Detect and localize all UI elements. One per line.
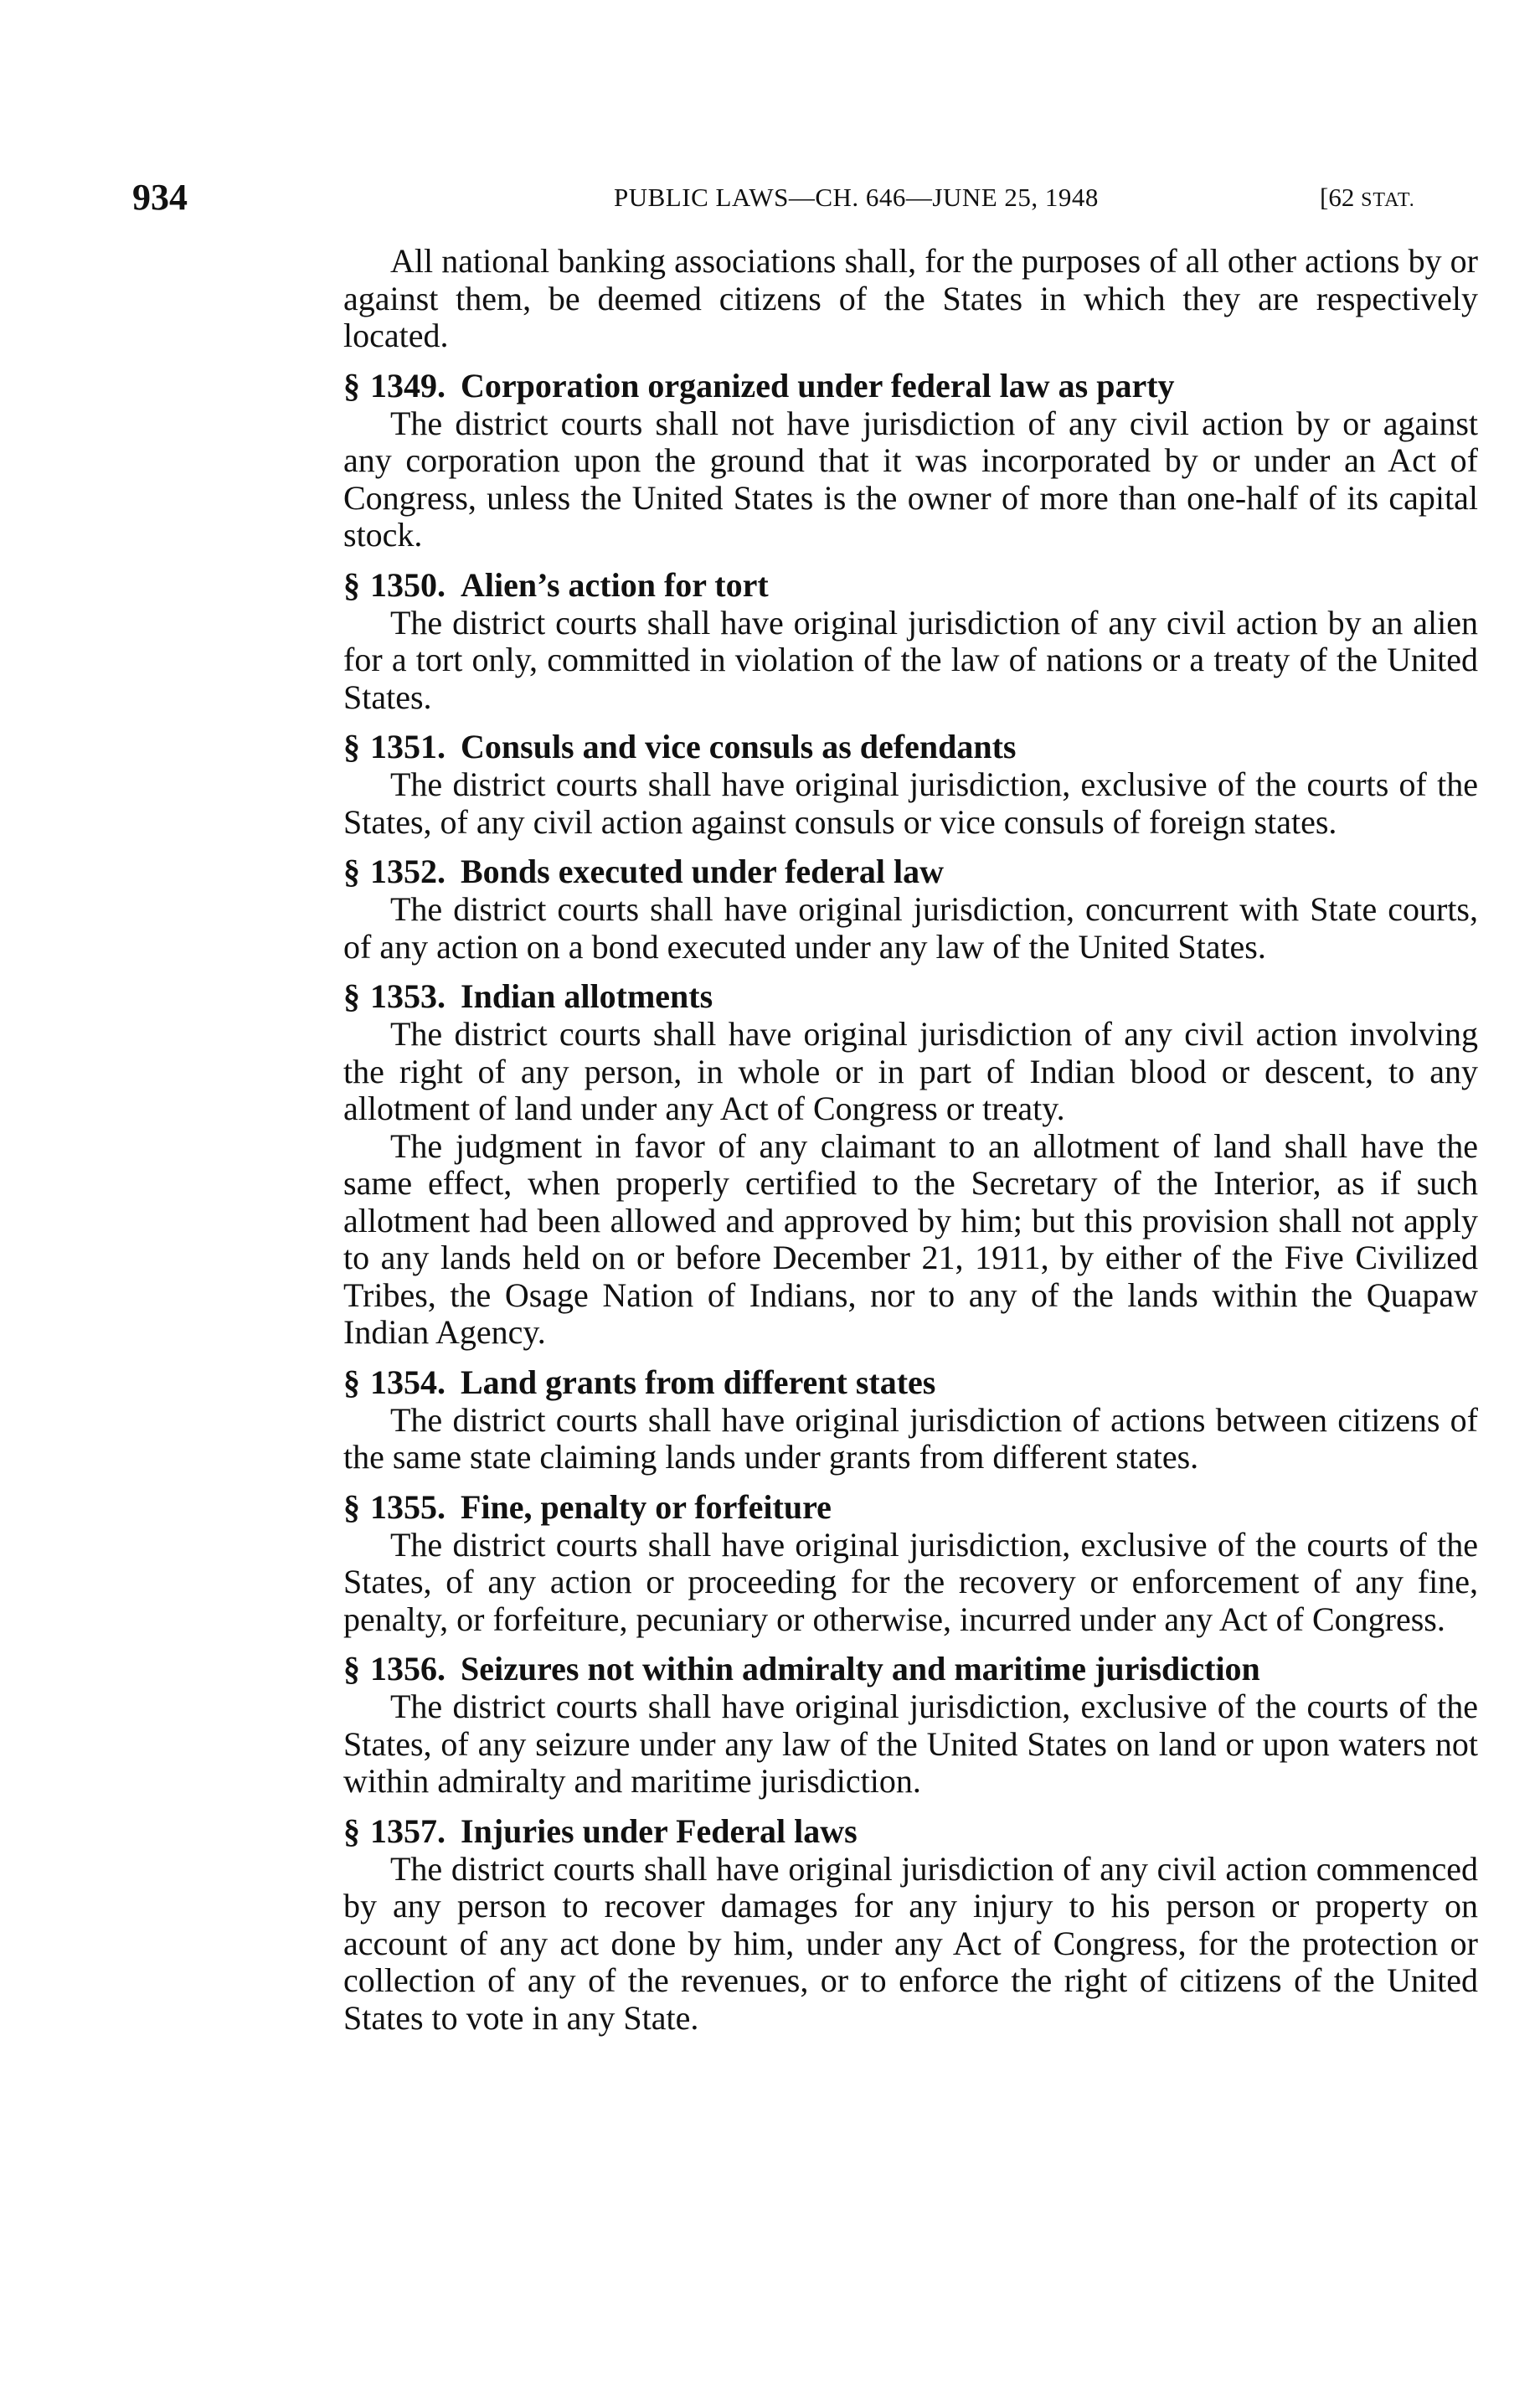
section-paragraph: The district courts shall have original jurisdiction of any civil action commenced by any person to recover damages for any injury to his person or property on account of any act done by him, under any Act of Congress, for the protection or collection of any of the revenues, or to enforce the right of citizens of the United States to vote in any State.	[343, 1849, 1478, 2037]
section-symbol: §	[343, 565, 360, 604]
section-paragraph: The district courts shall have original jurisdiction, concurrent with State courts, of any action on a bond executed under any law of the United States.	[343, 890, 1478, 966]
statute-reference	[1320, 183, 1415, 213]
section-heading	[343, 367, 1478, 405]
section-number: 1353.	[370, 977, 446, 1015]
section-1351	[343, 728, 1478, 841]
section-1357	[343, 1812, 1478, 2038]
section-paragraph: The district courts shall have original jurisdiction, exclusive of the courts of the States, of any action or proceeding for the recovery or enforcement of any fine, penalty, or forfeiture, pecuniary or otherwise, incurred under any Act of Congress.	[343, 1525, 1478, 1638]
section-heading	[343, 853, 1478, 891]
section-number: 1355.	[370, 1487, 446, 1526]
section-title: Alien’s action for tort	[461, 565, 769, 604]
section-paragraph: The district courts shall have original jurisdiction of any civil action involving the right of any person, in whole or in part of Indian blood or descent, to any allotment of land under any Act of Congress or treaty.	[343, 1015, 1478, 1127]
section-title: Corporation organized under federal law as party	[461, 366, 1175, 404]
section-title: Injuries under Federal laws	[461, 1811, 858, 1850]
section-paragraph: The district courts shall have original jurisdiction, exclusive of the courts of the States, of any seizure under any law of the United States on land or upon waters not within admiralty and maritime jurisdiction.	[343, 1688, 1478, 1800]
section-1354	[343, 1363, 1478, 1476]
section-symbol: §	[343, 853, 360, 890]
statute-volume: [62	[1320, 183, 1355, 212]
section-heading	[343, 1488, 1478, 1527]
section-title: Seizures not within admiralty and maritime jurisdiction	[461, 1650, 1260, 1688]
section-number: 1350.	[370, 565, 446, 604]
section-1350	[343, 566, 1478, 717]
section-symbol: §	[343, 1487, 360, 1526]
section-title: Indian allotments	[461, 977, 713, 1015]
section-1352	[343, 853, 1478, 966]
section-heading	[343, 566, 1478, 605]
section-heading	[343, 1363, 1478, 1402]
running-head: PUBLIC LAWS—CH. 646—JUNE 25, 1948	[614, 183, 1099, 212]
section-number: 1352.	[370, 853, 446, 890]
section-title: Fine, penalty or forfeiture	[461, 1487, 832, 1526]
page-header	[132, 176, 1485, 219]
statute-abbreviation: STAT.	[1361, 189, 1415, 211]
section-symbol: §	[343, 1650, 360, 1688]
section-paragraph: The district courts shall not have jurisdiction of any civil action by or against any corporation upon the ground that it was incorporated by or under an Act of Congress, unless the United States is the owner of more than one-half of its capital stock.	[343, 404, 1478, 554]
section-number: 1351.	[370, 728, 446, 765]
section-1349	[343, 367, 1478, 554]
section-heading	[343, 1812, 1478, 1851]
section-title: Bonds executed under federal law	[461, 853, 945, 890]
section-number: 1357.	[370, 1811, 446, 1850]
section-symbol: §	[343, 1811, 360, 1850]
section-1355	[343, 1488, 1478, 1639]
section-symbol: §	[343, 366, 360, 404]
intro-paragraph: All national banking associations shall, for the purposes of all other actions by or against them, be deemed citizens of the States in which they are respectively located.	[343, 242, 1478, 354]
section-paragraph: The district courts shall have original jurisdiction of any civil action by an alien for a tort only, committed in violation of the law of nations or a treaty of the United States.	[343, 603, 1478, 716]
section-symbol: §	[343, 977, 360, 1015]
section-title: Land grants from different states	[461, 1363, 936, 1401]
section-paragraph: The judgment in favor of any claimant to an allotment of land shall have the same effect, when properly certified to the Secretary of the Interior, as if such allotment had been allowed and approved by him; but this provision shall not apply to any lands held on or before December 21, 1911, by either of the Five Civilized Tribes, the Osage Nation of Indians, nor to any of the lands within the Quapaw Indian Agency.	[343, 1126, 1478, 1351]
section-paragraph: The district courts shall have original jurisdiction, exclusive of the courts of the States, of any civil action against consuls or vice consuls of foreign states.	[343, 765, 1478, 841]
section-title: Consuls and vice consuls as defendants	[461, 728, 1017, 765]
section-number: 1354.	[370, 1363, 446, 1401]
page-number: 934	[132, 177, 188, 218]
section-symbol: §	[343, 728, 360, 765]
section-1353	[343, 977, 1478, 1352]
section-symbol: §	[343, 1363, 360, 1401]
section-number: 1356.	[370, 1650, 446, 1688]
section-heading	[343, 1650, 1478, 1688]
section-heading	[343, 728, 1478, 766]
section-number: 1349.	[370, 366, 446, 404]
section-heading	[343, 977, 1478, 1016]
section-paragraph: The district courts shall have original jurisdiction of actions between citizens of the same state claiming lands under grants from different states.	[343, 1400, 1478, 1476]
page-body	[343, 243, 1478, 2037]
section-1356	[343, 1650, 1478, 1801]
